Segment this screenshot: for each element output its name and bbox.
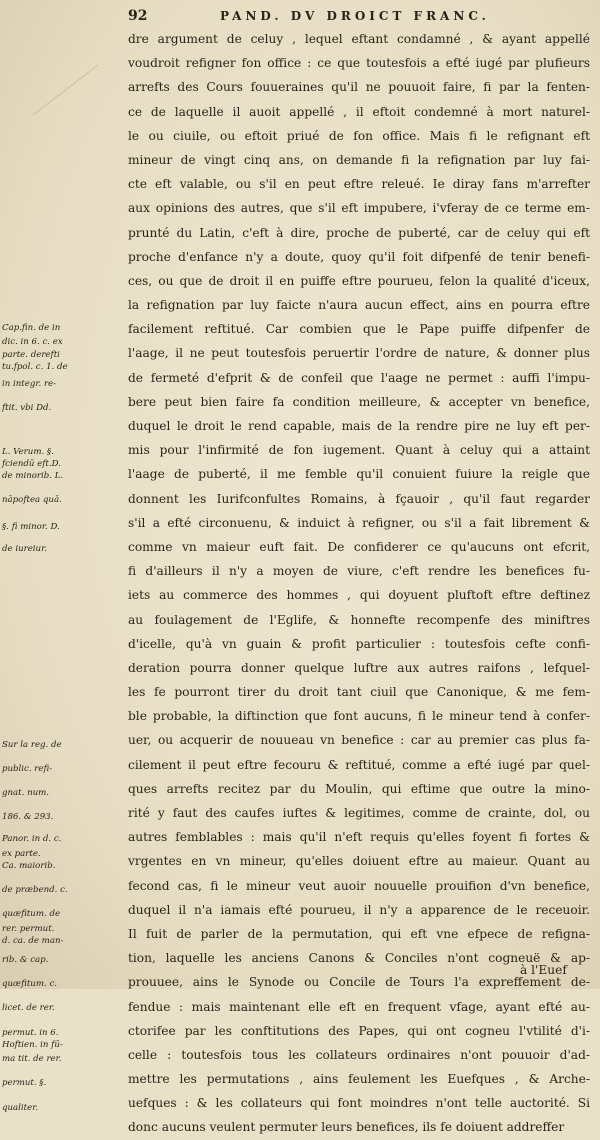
marginal-note: public. refi-: [2, 763, 53, 774]
marginal-note: dic. in 6. c. ex: [2, 336, 63, 347]
marginal-note: de minorib. L.: [2, 471, 64, 482]
text-line: iets au commerce des hommes , qui doyuent pluftoft eftre deftinez: [128, 588, 590, 603]
text-line: prunté du Latin, c'eft à dire, proche de puberté, car de celuy qui eft: [128, 225, 590, 240]
text-line: ctorifee par les conftitutions des Papes, qui ont cogneu l'vtilité d'i-: [128, 1023, 590, 1038]
text-line: tion, laquelle les anciens Canons & Conciles n'ont cogneuë & ap-: [128, 951, 590, 966]
marginal-note: quæfitum. de: [2, 909, 61, 920]
text-line: voudroit refigner fon office : ce que toutesfois a efté iugé par plufieurs: [128, 56, 590, 71]
marginal-note: §. fi minor. D.: [2, 521, 60, 532]
text-line: s'il a efté circonuenu, & induict à refigner, ou s'il a fait librement &: [128, 515, 590, 530]
marginal-note: Panor. in d. c.: [2, 834, 62, 845]
text-line: donnent les Iurifconfultes Romains, à fçauoir , qu'il faut regarder: [128, 491, 590, 506]
marginal-note: rib. & cap.: [2, 955, 49, 966]
text-line: cte eft valable, ou s'il en peut eftre releué. Ie diray fans m'arrefter: [128, 177, 590, 192]
text-line: autres femblables : mais qu'il n'eft requis qu'elles foyent fi fortes &: [128, 830, 590, 845]
text-line: rité y faut des caufes iuftes & legitimes, comme de crainte, dol, ou: [128, 806, 590, 820]
text-line: duquel le droit le rend capable, mais de la rendre pire ne luy eft per-: [128, 419, 590, 433]
text-line: la refignation par luy faicte n'aura aucun effect, ains en pourra eftre: [128, 298, 590, 313]
text-line: les fe pourront tirer du droit tant ciuil que Canonique, & me fem-: [128, 685, 590, 700]
text-line: Il fuit de parler de la permutation, qui eft vne efpece de refigna-: [128, 926, 590, 941]
marginal-note: in integr. re-: [2, 379, 57, 390]
text-line: donc aucuns veulent permuter leurs benefices, ils fe doiuent addreffer: [128, 1120, 565, 1135]
text-line: prouuee, ains le Synode ou Concile de Tours l'a expreffement de-: [128, 975, 590, 990]
text-line: uer, ou acquerir de nouueau vn benefice : car au premier cas plus fa-: [128, 733, 590, 748]
text-line: cilement il peut eftre fecouru & reftitué, comme a efté iugé par quel-: [128, 757, 590, 772]
marginal-note: ma tit. de rer.: [2, 1054, 62, 1065]
marginal-note: d. ca. de man-: [2, 935, 64, 946]
marginal-note: ex parte.: [2, 848, 41, 859]
text-line: uefques : & les collateurs qui font moindres n'ont telle auctorité. Si: [128, 1096, 590, 1111]
marginal-note: Sur la reg. de: [2, 739, 62, 750]
text-line: fi d'ailleurs il n'y a moyen de viure, c'eft rendre les benefices fu-: [128, 564, 590, 579]
text-line: aux opinions des autres, que s'il eft impubere, i'vferay de ce terme em-: [128, 201, 590, 216]
text-line: le ou ciuile, ou eftoit priué de fon office. Mais fi le refignant eft: [128, 128, 590, 143]
text-line: ques arrefts recitez par du Moulin, qui eftime que outre la mino-: [128, 781, 590, 796]
marginal-note: Cap.fin. de in: [2, 323, 61, 334]
text-line: arrefts des Cours fouueraines qu'il ne pouuoit faire, fi par la fenten-: [128, 80, 590, 95]
text-line: d'icelle, qu'à vn guain & profit particulier : toutesfois cefte confi-: [128, 636, 590, 651]
text-line: ce de laquelle il auoit appellé , il eftoit condemné à mort naturel-: [128, 104, 590, 119]
text-line: bere peut bien faire fa condition meilleure, & accepter vn benefice,: [128, 394, 590, 409]
page-number: 92: [128, 8, 148, 24]
text-line: dre argument de celuy , lequel eftant condamné , & ayant appellé: [128, 32, 590, 46]
marginal-note: nāpoftea quā.: [2, 495, 62, 506]
marginal-note: permut. in 6.: [2, 1027, 59, 1038]
marginal-note: licet. de rer.: [2, 1003, 55, 1014]
marginal-note: rer. permut.: [2, 923, 55, 934]
marginal-note: qualiter.: [2, 1102, 39, 1113]
marginal-note: parte. derefti: [2, 350, 60, 361]
marginal-note: ftit. vbi Dd.: [2, 403, 52, 414]
text-line: duquel il n'a iamais efté pourueu, il n'y a apparence de le receuoir.: [128, 902, 590, 917]
marginal-note: 186. & 293.: [2, 812, 54, 823]
text-line: ble probable, la diftinction que font aucuns, fi le mineur tend à confer-: [128, 709, 590, 724]
marginal-note: permut. §.: [2, 1078, 47, 1089]
marginal-note: de præbend. c.: [2, 884, 68, 895]
running-title: PAND. DV DROICT FRANC.: [220, 9, 490, 23]
marginal-note: Ca. maiorib.: [2, 860, 56, 871]
text-line: fecond cas, fi le mineur veut auoir nouuelle prouifion d'vn benefice,: [128, 878, 590, 893]
text-line: deration pourra donner quelque luftre aux autres raifons , lefquel-: [128, 660, 590, 675]
text-line: proche d'enfance n'y a doute, quoy qu'il foit difpenfé de tenir benefi-: [128, 249, 590, 264]
text-line: mettre les permutations , ains feulement les Euefques , & Arche-: [128, 1072, 590, 1087]
text-line: comme vn maieur euft fait. De confiderer ce qu'aucuns ont efcrit,: [128, 539, 590, 554]
text-line: vrgentes en vn mineur, qu'elles doiuent eftre au maieur. Quant au: [128, 854, 590, 869]
margin-pen-stroke: [28, 60, 108, 120]
text-line: fendue : mais maintenant elle eft en frequent vfage, ayant efté au-: [128, 999, 590, 1014]
text-line: ces, ou que de droit il en puiffe eftre pourueu, felon la qualité d'iceux,: [128, 273, 590, 288]
text-line: l'aage, il ne peut toutesfois peruertir l'ordre de nature, & donner plus: [128, 346, 590, 361]
marginal-note: quæfitum. c.: [2, 979, 57, 990]
marginal-note: fciendū eft.D.: [2, 458, 61, 469]
text-line: au foulagement de l'Eglife, & honnefte recompenfe des miniftres: [128, 612, 590, 627]
text-line: mineur de vingt cinq ans, on demande fi la refignation par luy fai-: [128, 152, 590, 167]
marginal-note: L. Verum. §.: [2, 446, 54, 457]
text-line: l'aage de puberté, il me femble qu'il conuient fuiure la reigle que: [128, 467, 590, 482]
text-line: de fermeté d'efprit & de confeil que l'aage ne permet : auffi l'impu-: [128, 370, 590, 385]
marginal-note: de iureiur.: [2, 543, 47, 554]
text-line: facilement reftitué. Car combien que le Pape puiffe difpenfer de: [128, 322, 590, 337]
text-line: mis pour l'infirmité de fon iugement. Quant à celuy qui a attaint: [128, 443, 590, 458]
page-header: [128, 8, 593, 28]
marginal-note: gnat. num.: [2, 788, 50, 799]
catchword: à l'Euef: [520, 963, 567, 977]
marginal-note: Hoftien. in fū-: [2, 1039, 63, 1050]
marginal-note: tu.fpol. c. 1. de: [2, 362, 68, 373]
text-line: celle : toutesfois tous les collateurs ordinaires n'ont pouuoir d'ad-: [128, 1047, 590, 1062]
